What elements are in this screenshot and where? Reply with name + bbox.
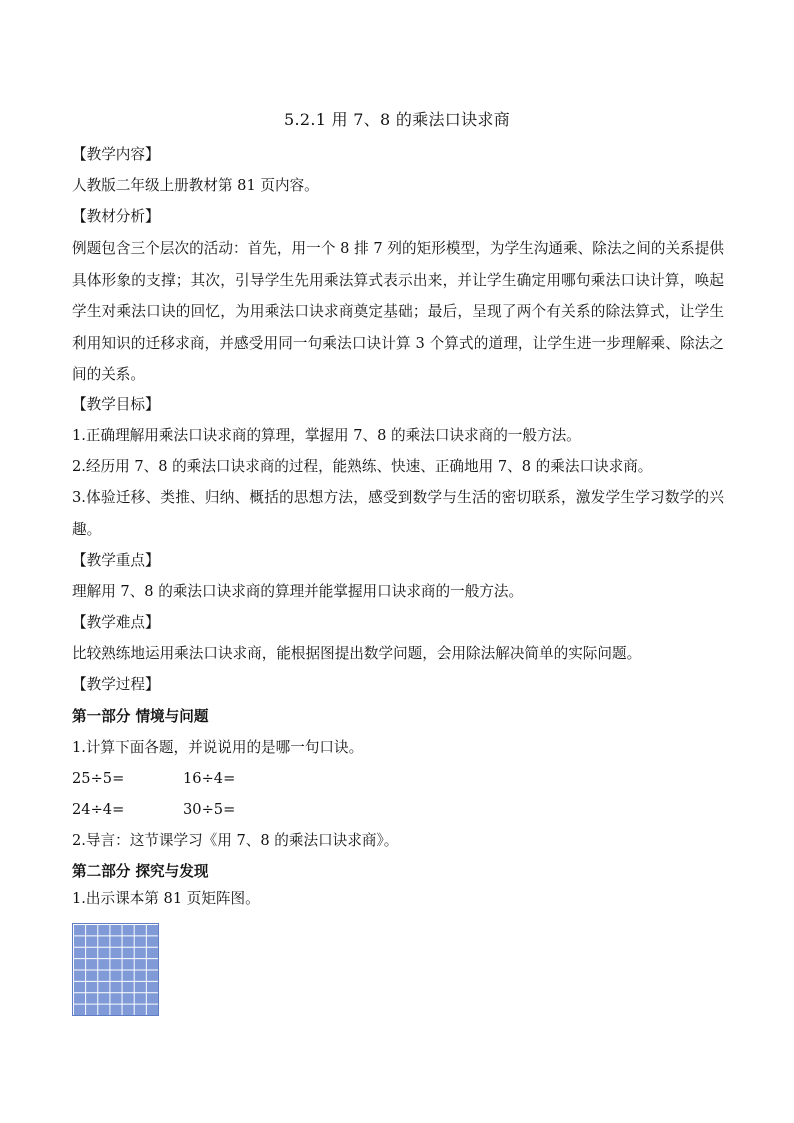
goal-item-1: 1.正确理解用乘法口诀求商的算理，掌握用 7、8 的乘法口诀求商的一般方法。 <box>72 427 581 444</box>
equation-2: 16÷4= <box>183 770 236 787</box>
difficulties-text: 比较熟练地运用乘法口诀求商，能根据图提出数学问题，会用除法解决简单的实际问题。 <box>72 645 642 662</box>
equation-1: 25÷5= <box>72 770 125 787</box>
lesson-title: 5.2.1 用 7、8 的乘法口诀求商 <box>283 110 511 129</box>
part-2-heading: 第二部分 探究与发现 <box>72 863 209 880</box>
equation-3: 24÷4= <box>72 801 125 818</box>
matrix-grid-figure <box>72 923 159 1016</box>
goal-item-3: 3.体验迁移、类推、归纳、概括的思想方法，感受到数学与生活的密切联系，激发学生学习数学的兴趣。 <box>72 489 724 538</box>
section-heading-process: 【教学过程】 <box>72 676 160 693</box>
section-heading-goals: 【教学目标】 <box>72 396 160 413</box>
section-heading-difficulties: 【教学难点】 <box>72 614 160 631</box>
part-1-item-2: 2.导言：这节课学习《用 7、8 的乘法口诀求商》。 <box>72 832 399 849</box>
section-heading-analysis: 【教材分析】 <box>72 208 160 225</box>
analysis-paragraph: 例题包含三个层次的活动：首先，用一个 8 排 7 列的矩形模型，为学生沟通乘、除法之间的关系提供具体形象的支撑；其次，引导学生先用乘法算式表示出来，并让学生确定用哪句乘法口诀计算，唤起学生对乘法口诀的回忆，为用乘法口诀求商奠定基础；最后，呈现了两个有关系的除法算式，让学生利用知识的迁移求商，并感受用同一句乘法口诀计算 3 个算式的道理，让学生进一步理解乘、除法之间的关系。 <box>72 240 724 383</box>
content-text: 人教版二年级上册教材第 81 页内容。 <box>72 177 319 194</box>
goal-item-2: 2.经历用 7、8 的乘法口诀求商的过程，能熟练、快速、正确地用 7、8 的乘法口诀求商。 <box>72 458 653 475</box>
section-heading-key-points: 【教学重点】 <box>72 552 160 569</box>
key-points-text: 理解用 7、8 的乘法口诀求商的算理并能掌握用口诀求商的一般方法。 <box>72 583 524 600</box>
part-1-item-1: 1.计算下面各题，并说说用的是哪一句口诀。 <box>72 739 364 756</box>
part-1-heading: 第一部分 情境与问题 <box>72 708 209 725</box>
part-2-item-1: 1.出示课本第 81 页矩阵图。 <box>72 890 260 907</box>
equation-4: 30÷5= <box>183 801 236 818</box>
section-heading-content: 【教学内容】 <box>72 146 160 163</box>
